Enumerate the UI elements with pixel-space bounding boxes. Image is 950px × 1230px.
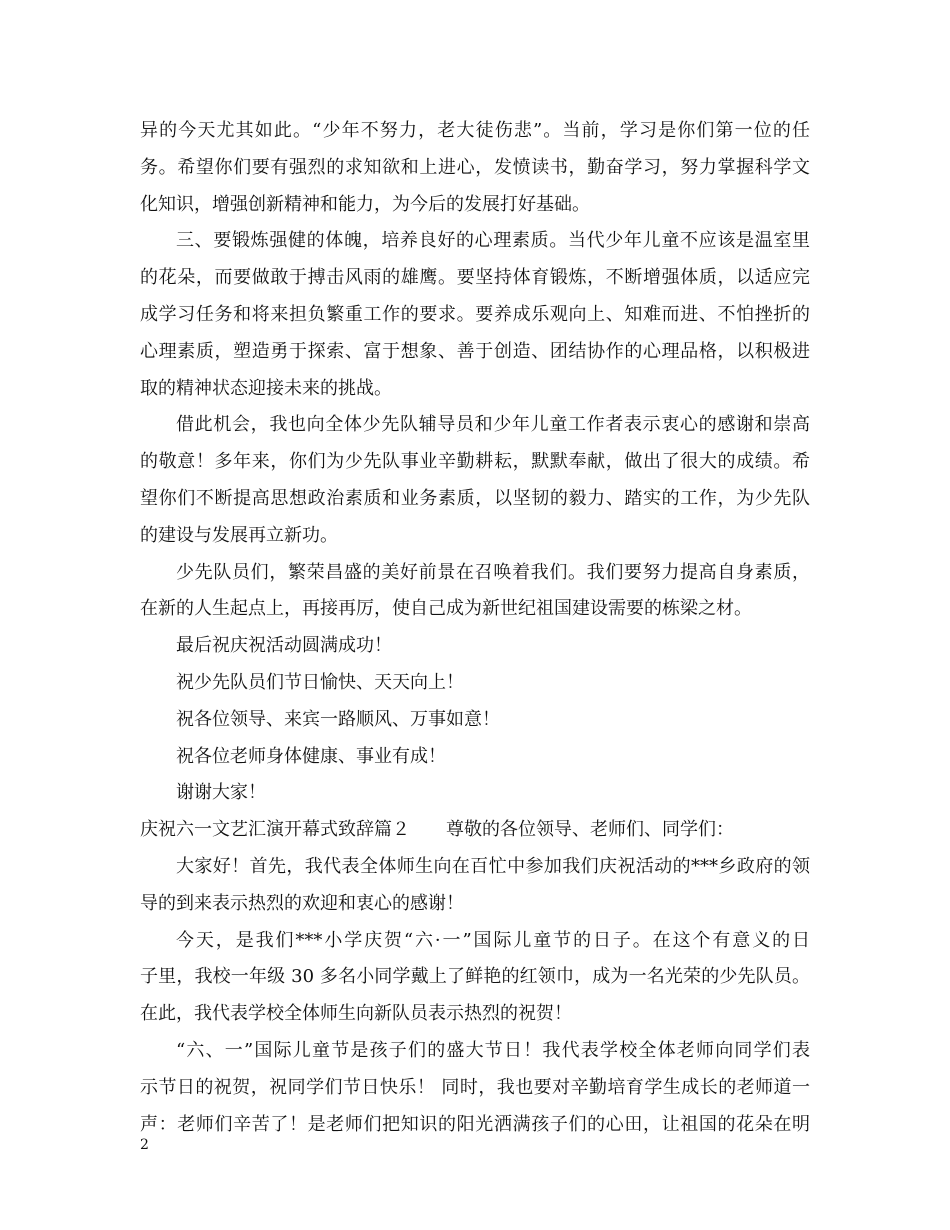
- text-line: 少先队员们，繁荣昌盛的美好前景在召唤着我们。我们要努力提高自身素质，: [176, 561, 810, 583]
- document-body: [140, 113, 810, 1143]
- text-line: 的花朵，而要做敢于搏击风雨的雄鹰。要坚持体育锻炼，不断增强体质，以适应完: [140, 267, 810, 289]
- text-line: 祝少先队员们节日愉快、天天向上！: [176, 671, 464, 693]
- text-line: 望你们不断提高思想政治素质和业务素质，以坚韧的毅力、踏实的工作，为少先队: [140, 487, 810, 509]
- text-line: 祝各位老师身体健康、事业有成！: [176, 745, 446, 767]
- text-line: 示节日的祝贺，祝同学们节日快乐！ 同时，我也要对辛勤培育学生成长的老师道一: [140, 1076, 810, 1098]
- text-line: 的敬意！多年来，你们为少先队事业辛勤耕耘，默默奉献，做出了很大的成绩。希: [140, 451, 810, 473]
- text-line: 三、要锻炼强健的体魄，培养良好的心理素质。当代少年儿童不应该是温室里: [176, 230, 810, 252]
- section-heading-line: 庆祝六一文艺汇演开幕式致辞篇２ 尊敬的各位领导、老师们、同学们：: [140, 819, 734, 841]
- text-line: 取的精神状态迎接未来的挑战。: [140, 377, 392, 399]
- text-line: 谢谢大家！: [176, 782, 266, 804]
- text-line: 声：老师们辛苦了！是老师们把知识的阳光洒满孩子们的心田，让祖国的花朵在明: [140, 1113, 810, 1135]
- text-line: 异的今天尤其如此。“少年不努力，老大徒伤悲”。当前，学习是你们第一位的任: [140, 120, 810, 141]
- text-line: 心理素质，塑造勇于探索、富于想象、善于创造、团结协作的心理品格，以积极进: [140, 340, 810, 362]
- text-line: 借此机会，我也向全体少先队辅导员和少年儿童工作者表示衷心的感谢和崇高: [176, 414, 810, 436]
- text-line: 成学习任务和将来担负繁重工作的要求。要养成乐观向上、知难而进、不怕挫折的: [140, 303, 810, 325]
- text-line: 在此，我代表学校全体师生向新队员表示热烈的祝贺！: [140, 1003, 572, 1025]
- text-line: 祝各位领导、来宾一路顺风、万事如意！: [176, 708, 500, 730]
- text-line: 最后祝庆祝活动圆满成功！: [176, 635, 392, 657]
- text-line: 子里，我校一年级 30 多名小同学戴上了鲜艳的红领巾，成为一名光荣的少先队员。: [140, 966, 810, 988]
- text-line: 大家好！首先，我代表全体师生向在百忙中参加我们庆祝活动的***乡政府的领: [176, 855, 810, 877]
- text-line: 的建设与发展再立新功。: [140, 524, 338, 546]
- text-line: 务。希望你们要有强烈的求知欲和上进心，发愤读书，勤奋学习，努力掌握科学文: [140, 156, 810, 178]
- text-line: 在新的人生起点上，再接再厉，使自己成为新世纪祖国建设需要的栋梁之材。: [140, 598, 752, 620]
- page-number: 2: [140, 1137, 149, 1153]
- text-line: 化知识，增强创新精神和能力，为今后的发展打好基础。: [140, 193, 590, 215]
- text-line: 今天，是我们***小学庆贺“六·一”国际儿童节的日子。在这个有意义的日: [176, 929, 810, 951]
- text-line: 导的到来表示热烈的欢迎和衷心的感谢！: [140, 892, 464, 914]
- text-line: “六、一”国际儿童节是孩子们的盛大节日！我代表学校全体老师向同学们表: [176, 1039, 810, 1061]
